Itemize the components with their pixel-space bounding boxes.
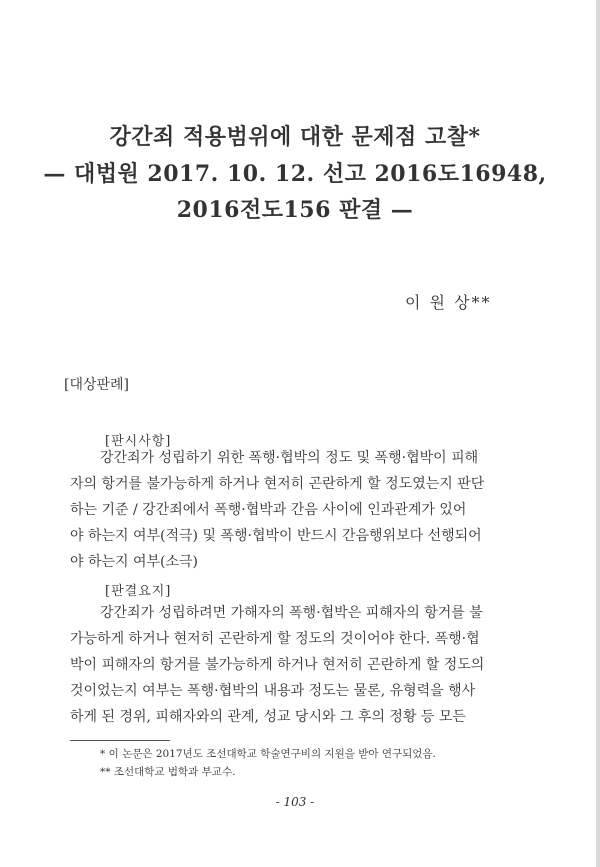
holding-line: 자의 항거를 불가능하게 하거나 현저히 곤란하게 할 정도였는지 판단 — [70, 476, 485, 492]
holding-line: 하는 기준 / 강간죄에서 폭행·협박과 간음 사이에 인과관계가 있어 — [70, 502, 467, 518]
holding-heading: [판시사항] — [105, 434, 172, 449]
summary-line: 가능하게 하거나 현저히 곤란하게 할 정도의 것이어야 한다. 폭행·협 — [70, 631, 480, 647]
author-name: 이 원 상** — [405, 293, 492, 312]
footnote-divider — [70, 740, 170, 741]
article-title: 강간죄 적용범위에 대한 문제점 고찰* — [109, 124, 481, 150]
summary-paragraph — [70, 600, 540, 730]
holding-paragraph — [70, 445, 540, 575]
article-subtitle-line1: — 대법원 2017. 10. 12. 선고 2016도16948, — [43, 161, 547, 187]
summary-heading: [판결요지] — [105, 584, 172, 599]
summary-line: 박이 피해자의 항거를 불가능하게 하거나 현저히 곤란하게 할 정도의 — [70, 657, 485, 673]
page-number: - 103 - — [275, 795, 315, 809]
footnote-2: ** 조선대학교 법학과 부교수. — [100, 766, 236, 778]
summary-line: 하게 된 경위, 피해자와의 관계, 성교 당시와 그 후의 정황 등 모든 — [70, 709, 466, 725]
page-edge-shadow — [596, 0, 600, 867]
holding-line: 야 하는지 여부(적극) 및 폭행·협박이 반드시 간음행위보다 선행되어 — [70, 528, 482, 544]
article-subtitle-line2: 2016전도156 판결 — — [176, 197, 414, 223]
summary-line: 것이었는지 여부는 폭행·협박의 내용과 정도는 물론, 유형력을 행사 — [70, 683, 476, 699]
footnote-1: * 이 논문은 2017년도 조선대학교 학술연구비의 지원을 받아 연구되었음. — [100, 748, 436, 760]
holding-line: 강간죄가 성립하기 위한 폭행·협박의 정도 및 폭행·협박이 피해 — [100, 450, 479, 466]
holding-line: 야 하는지 여부(소극) — [70, 554, 199, 570]
summary-line: 강간죄가 성립하려면 가해자의 폭행·협박은 피해자의 항거를 불 — [100, 605, 483, 621]
section-heading: [대상판례] — [64, 377, 130, 393]
